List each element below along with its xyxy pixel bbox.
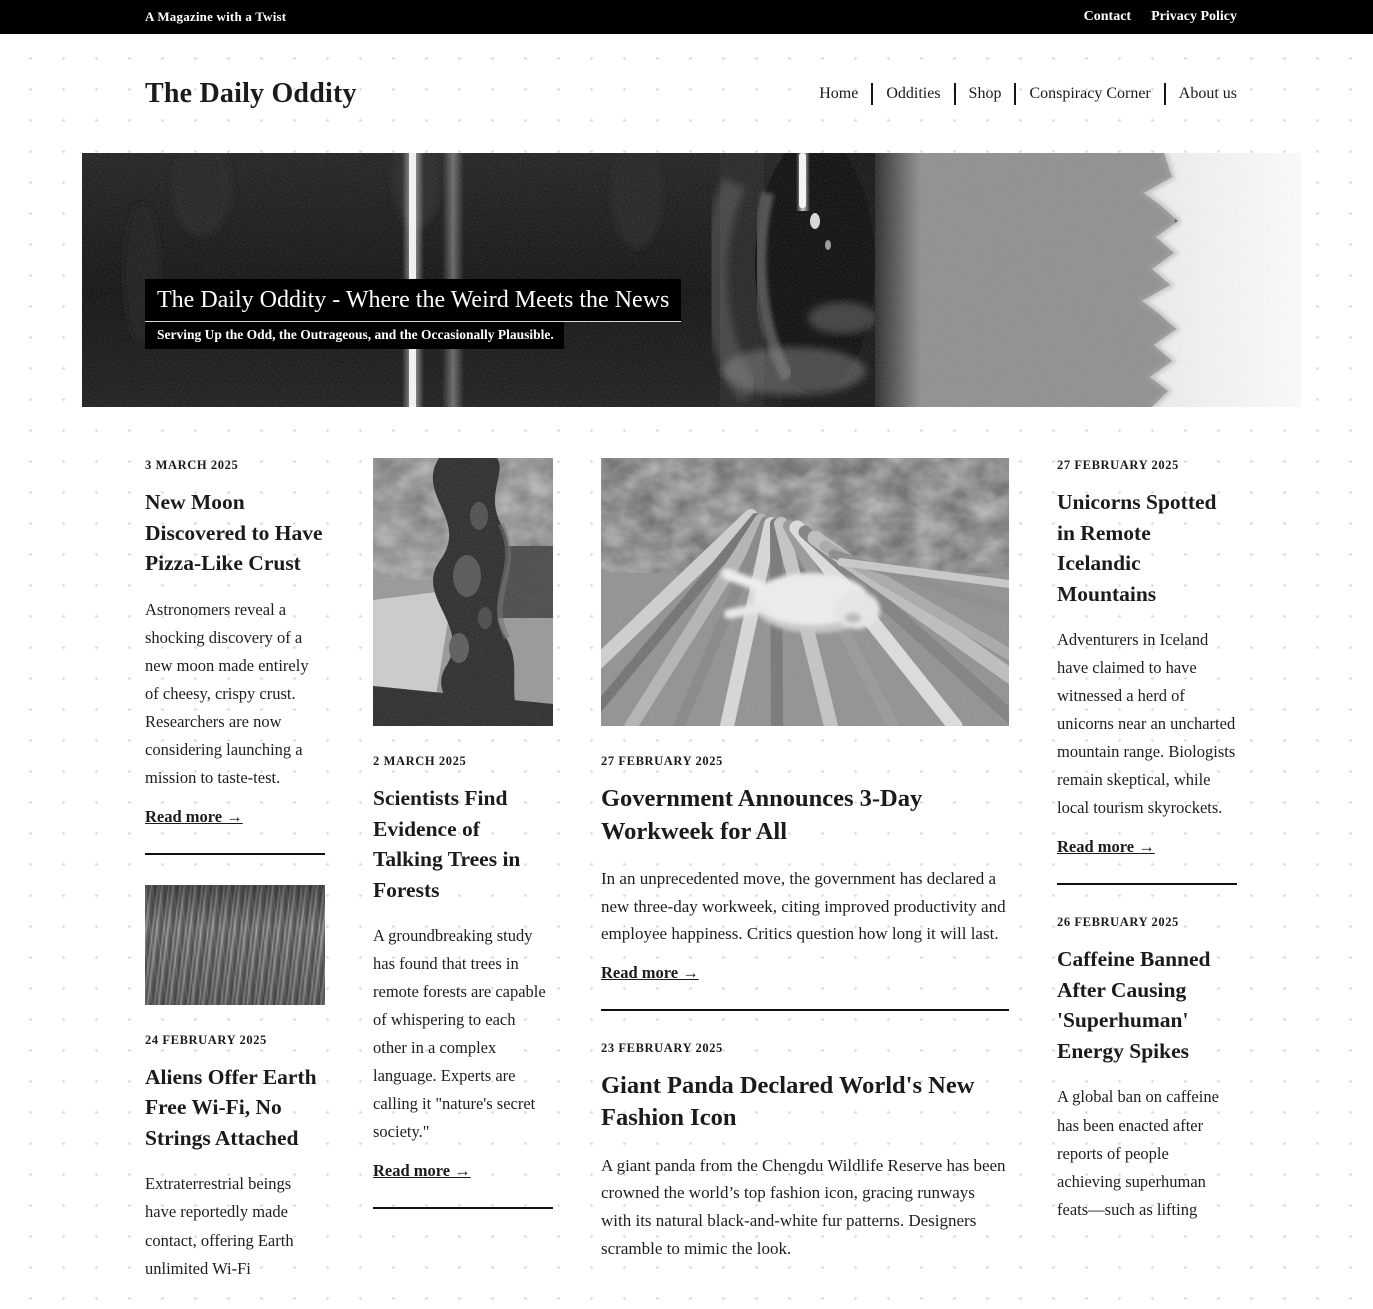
article-excerpt: Extraterrestrial beings have reportedly made contact, offering Earth unlimited Wi-Fi [145,1174,294,1278]
topbar [0,0,1373,34]
article-title[interactable]: Giant Panda Declared World's New Fashion Icon [601,1071,975,1132]
article-column-2 [373,458,553,1239]
article-date: 3 MARCH 2025 [145,458,239,472]
nav-item-about-us[interactable]: About us [1164,83,1237,105]
read-more-link[interactable]: Read more → [601,962,699,982]
article-date: 23 FEBRUARY 2025 [601,1040,723,1055]
article-date: 24 FEBRUARY 2025 [145,1032,267,1047]
article-excerpt: Adventurers in Iceland have claimed to have witnessed a herd of unicorns near an uncharted mountain range. Biologists remain skeptical, while local tourism skyrockets. [1057,630,1236,818]
article-date: 2 MARCH 2025 [373,754,467,768]
hero-text-block [145,279,681,349]
nav-item-shop[interactable]: Shop [954,83,1015,105]
article-card [373,458,553,1195]
article-excerpt: In an unprecedented move, the government has declared a new three-day workweek, citing improved productivity and employee happiness. Critics question how long it will last. [601,869,1006,944]
article-card [1057,458,1237,871]
article-divider [145,853,325,855]
nav-item-conspiracy-corner[interactable]: Conspiracy Corner [1014,83,1163,105]
nav-item-oddities[interactable]: Oddities [871,83,953,105]
article-card [145,885,325,1283]
article-divider [1057,883,1237,885]
topbar-links [1084,9,1237,25]
article-column-4 [1057,458,1237,1239]
nav-item-home[interactable]: Home [819,84,859,102]
main-nav [819,83,1237,105]
article-title[interactable]: Scientists Find Evidence of Talking Trees in Forests [373,786,521,902]
site-title[interactable]: The Daily Oddity [145,77,357,109]
article-date: 27 FEBRUARY 2025 [1057,458,1179,472]
articles-grid [145,458,1237,1298]
hero-subtitle: Serving Up the Odd, the Outrageous, and the Occasionally Plausible. [145,322,564,349]
article-title[interactable]: Unicorns Spotted in Remote Icelandic Mountains [1057,490,1217,606]
article-divider [601,1009,1009,1011]
article-title[interactable]: Caffeine Banned After Causing 'Superhuman' Energy Spikes [1057,947,1211,1063]
article-card [145,458,325,841]
article-card [601,458,1009,997]
site-header [145,34,1237,153]
article-title[interactable]: Government Announces 3-Day Workweek for All [601,785,923,845]
site-tagline: A Magazine with a Twist [145,9,287,24]
article-title[interactable]: New Moon Discovered to Have Pizza-Like Crust [145,490,323,576]
article-excerpt: Astronomers reveal a shocking discovery of a new moon made entirely of cheesy, crispy crust. Researchers are now considering launching a mission to taste-test. [145,599,309,787]
cat-on-bamboo-image[interactable] [601,458,1009,726]
article-divider [373,1207,553,1209]
article-excerpt: A groundbreaking study has found that trees in remote forests are capable of whispering to each other in a complex language. Experts are calling it "nature's secret society." [373,926,546,1142]
article-excerpt: A global ban on caffeine has been enacted after reports of people achieving superhuman feats—such as lifting [1057,1087,1219,1219]
gray-fur-texture-image[interactable] [145,885,325,1005]
article-card [601,1041,1009,1262]
hero-title: The Daily Oddity - Where the Weird Meets the News [145,279,681,322]
article-column-3 [601,458,1009,1277]
topbar-link-contact[interactable]: Contact [1083,9,1132,24]
article-date: 26 FEBRUARY 2025 [1057,915,1179,930]
gnarled-tree-image[interactable] [373,458,553,726]
topbar-link-privacy-policy[interactable]: Privacy Policy [1151,9,1237,24]
article-column-1 [145,458,325,1298]
article-title[interactable]: Aliens Offer Earth Free Wi-Fi, No Strings Attached [145,1064,317,1150]
article-excerpt: A giant panda from the Chengdu Wildlife Reserve has been crowned the world’s top fashion icon, gracing runways with its natural black-and-white fur patterns. Designers scramble to mimic the look. [601,1155,1006,1258]
read-more-link[interactable]: Read more → [145,806,243,826]
article-card [1057,915,1237,1223]
article-date: 27 FEBRUARY 2025 [601,754,723,768]
read-more-link[interactable]: Read more → [1057,837,1155,857]
read-more-link[interactable]: Read more → [373,1161,471,1181]
hero-banner [82,153,1301,407]
